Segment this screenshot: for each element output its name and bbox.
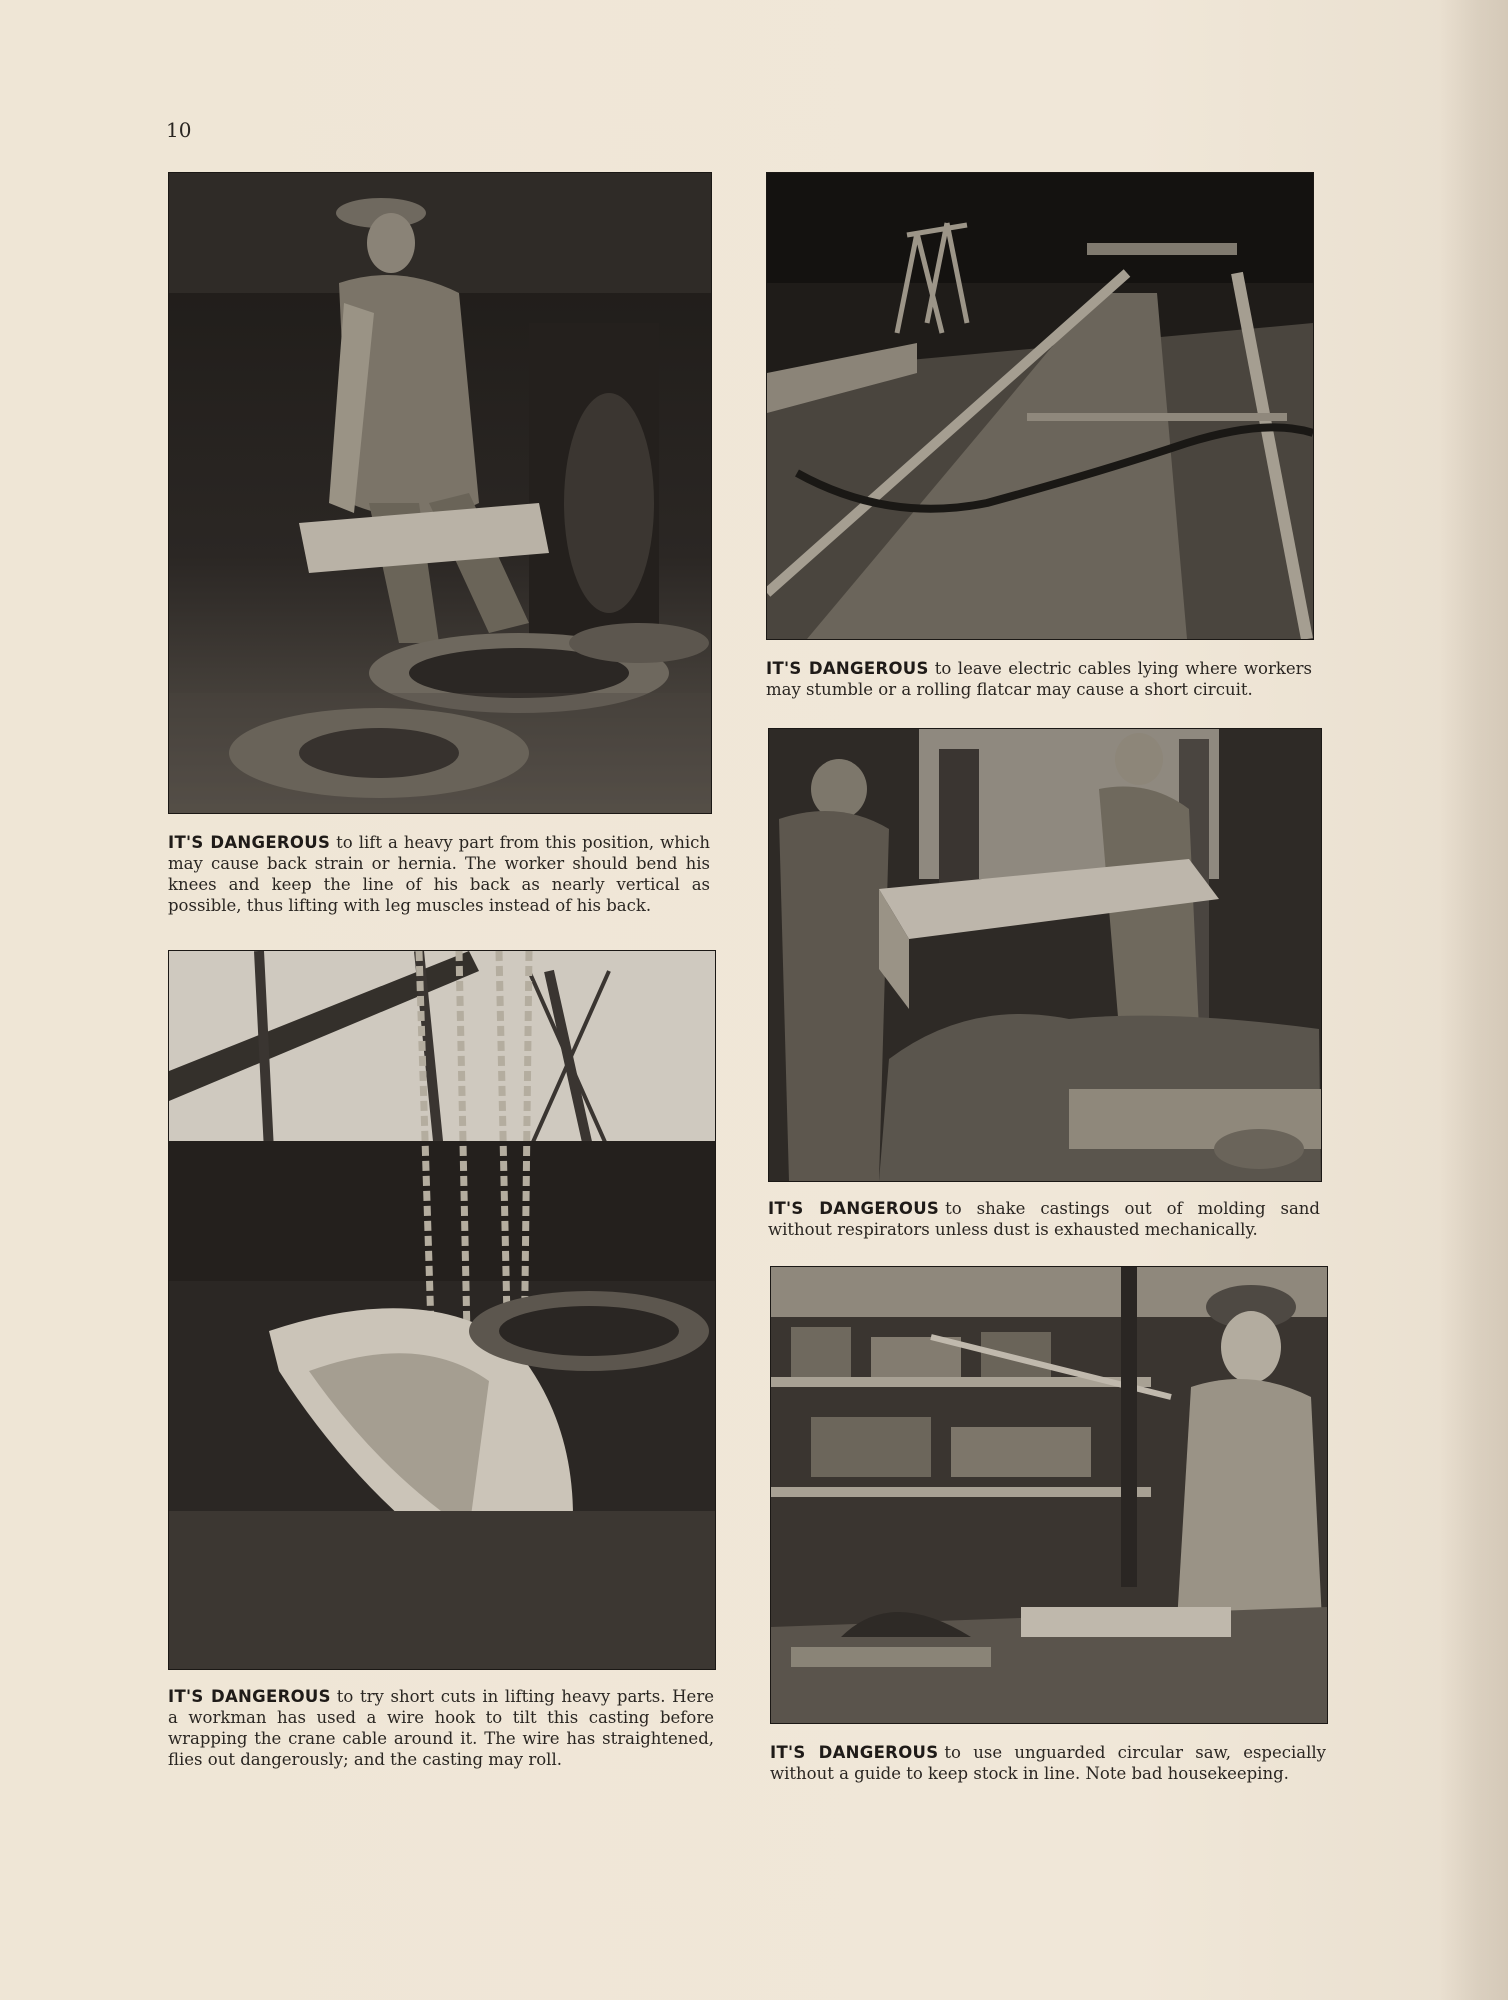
caption-lead: IT'S DANGEROUS [168, 833, 331, 852]
caption-electric-cables [766, 658, 1312, 700]
caption-text: to lift a heavy part from this position, which may cause back strain or hernia. The worker should bend his knees and keep the line of his back as nearly vertical as possible, thus lifting with leg muscles instead of his back. [168, 833, 710, 915]
photo-molding-sand [768, 728, 1322, 1182]
caption-lead: IT'S DANGEROUS [168, 1687, 331, 1706]
photo-electric-cables [766, 172, 1314, 640]
photo-lifting-heavy-part [168, 172, 712, 814]
caption-text: to leave electric cables lying where workers may stumble or a rolling flatcar may cause a short circuit. [766, 659, 1312, 699]
caption-wire-hook-casting [168, 1686, 714, 1770]
page-edge-shadow [1438, 0, 1508, 2000]
caption-text: to use unguarded circular saw, especially without a guide to keep stock in line. Note bad housekeeping. [770, 1743, 1326, 1783]
caption-lifting-heavy-part [168, 832, 710, 916]
caption-text: to shake castings out of molding sand without respirators unless dust is exhausted mechanically. [768, 1199, 1320, 1239]
caption-molding-sand [768, 1198, 1320, 1240]
photo-wire-hook-casting [168, 950, 716, 1670]
caption-circular-saw [770, 1742, 1326, 1784]
caption-lead: IT'S DANGEROUS [768, 1199, 940, 1218]
page-number: 10 [166, 118, 192, 142]
caption-lead: IT'S DANGEROUS [770, 1743, 939, 1762]
photo-circular-saw [770, 1266, 1328, 1724]
caption-lead: IT'S DANGEROUS [766, 659, 929, 678]
caption-text: to try short cuts in lifting heavy parts. Here a workman has used a wire hook to tilt this casting before wrapping the crane cable around it. The wire has straightened, flies out dangerously; and the casting may roll. [168, 1687, 714, 1769]
